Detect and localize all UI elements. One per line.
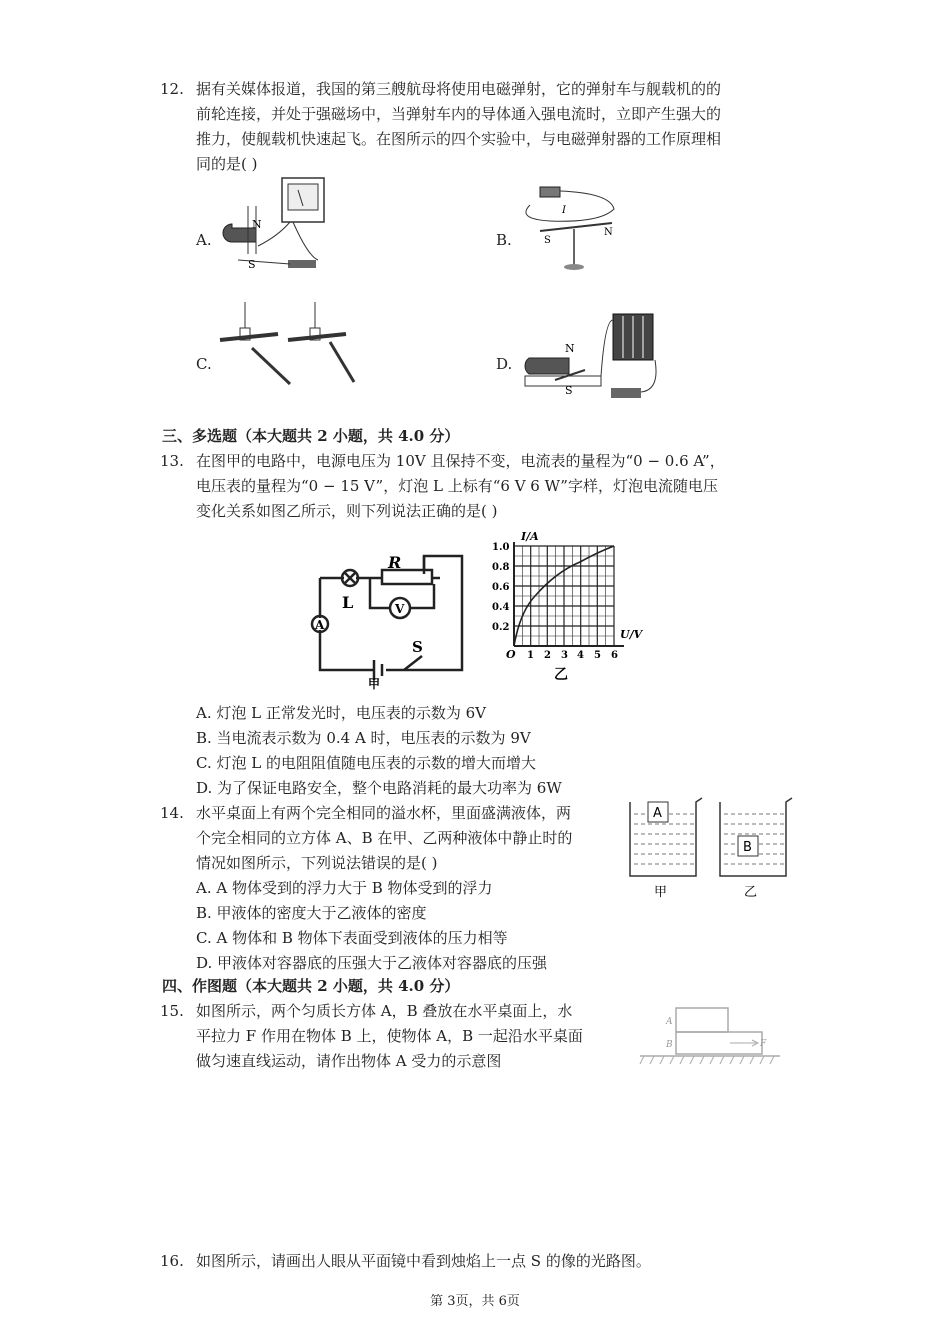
q13-graph-ytick-0.2: 0.2 <box>492 622 510 633</box>
q16-number: 16. <box>160 1252 184 1270</box>
q15-fig-a-label: A <box>666 1017 673 1027</box>
q12-line-1: 据有关媒体报道，我国的第三艘航母将使用电磁弹射，它的弹射车与舰载机的的 <box>196 80 722 98</box>
q13-circuit-l-label: L <box>342 593 354 612</box>
q13-graph-xtick-6: 6 <box>611 650 618 661</box>
q14-line-3: 情况如图所示，下列说法错误的是( ) <box>196 854 438 872</box>
q12-fig-d-s-label: S <box>565 384 573 397</box>
q14-option-c: C. A 物体和 B 物体下表面受到液体的压力相等 <box>196 929 508 947</box>
q13-line-2: 电压表的量程为“0 − 15 V”，灯泡 L 上标有“6 V 6 W”字样，灯泡电流随电压 <box>196 477 718 495</box>
q14-caption-yi: 乙 <box>744 885 758 900</box>
q13-graph-ytick-1.0: 1.0 <box>492 542 510 553</box>
q13-circuit-voltmeter-label: V <box>395 602 405 616</box>
q12-option-a: A. <box>196 231 212 249</box>
q12-fig-b-current-label: I <box>562 205 566 216</box>
q13-option-a: A. 灯泡 L 正常发光时，电压表的示数为 6V <box>196 704 487 722</box>
q15-number: 15. <box>160 1002 184 1020</box>
q15-fig-b-label: B <box>666 1040 673 1050</box>
q13-option-b: B. 当电流表示数为 0.4 A 时，电压表的示数为 9V <box>196 729 531 747</box>
q13-graph-ytick-0.6: 0.6 <box>492 582 510 593</box>
q12-fig-a-s-label: S <box>248 258 256 271</box>
q13-circuit-ammeter-label: A <box>315 618 325 632</box>
q12-figure-b <box>520 185 630 275</box>
q13-iu-graph <box>490 528 660 688</box>
q12-fig-d-n-label: N <box>565 342 575 355</box>
q12-figure-d <box>515 310 665 402</box>
page-footer: 第 3页，共 6页 <box>430 1294 520 1309</box>
q13-graph-xtick-5: 5 <box>594 650 601 661</box>
q13-circuit-diagram <box>300 548 470 691</box>
q13-graph-xtick-3: 3 <box>561 650 568 661</box>
q14-overflow-cups-figure <box>628 800 798 905</box>
q13-graph-y-axis-label: I/A <box>521 530 539 543</box>
q15-line-3: 做匀速直线运动，请作出物体 A 受力的示意图 <box>196 1052 502 1070</box>
q13-graph-ytick-0.8: 0.8 <box>492 562 510 573</box>
q14-caption-jia: 甲 <box>654 885 668 900</box>
q12-option-d: D. <box>496 355 513 373</box>
q14-block-a-label: A <box>653 806 662 821</box>
q13-line-1: 在图甲的电路中，电源电压为 10V 且保持不变，电流表的量程为“0 − 0.6 A”， <box>196 452 725 470</box>
q13-number: 13. <box>160 452 184 470</box>
q13-circuit-r-label: R <box>388 553 402 572</box>
q12-fig-b-s-label: S <box>544 235 551 246</box>
q15-line-1: 如图所示，两个匀质长方体 A，B 叠放在水平桌面上，水 <box>196 1002 573 1020</box>
q12-figure-c <box>218 300 378 400</box>
q12-figure-a <box>218 176 338 276</box>
q12-number: 12. <box>160 80 184 98</box>
q12-line-3: 推力，使舰载机快速起飞。在图所示的四个实验中，与电磁弹射器的工作原理相 <box>196 130 722 148</box>
q15-line-2: 平拉力 F 作用在物体 B 上，使物体 A，B 一起沿水平桌面 <box>196 1027 583 1045</box>
q13-graph-origin-label: O <box>506 648 516 661</box>
q12-fig-a-n-label: N <box>252 218 262 231</box>
q13-circuit-caption: 甲 <box>368 677 381 691</box>
section-3-heading: 三、多选题（本大题共 2 小题，共 4.0 分） <box>162 427 460 445</box>
q14-option-b: B. 甲液体的密度大于乙液体的密度 <box>196 904 427 922</box>
q13-option-d: D. 为了保证电路安全，整个电路消耗的最大功率为 6W <box>196 779 562 797</box>
q14-number: 14. <box>160 804 184 822</box>
q14-option-d: D. 甲液体对容器底的压强大于乙液体对容器底的压强 <box>196 954 548 972</box>
q12-line-2: 前轮连接，并处于强磁场中，当弹射车内的导体通入强电流时，立即产生强大的 <box>196 105 722 123</box>
q13-graph-ytick-0.4: 0.4 <box>492 602 510 613</box>
q13-line-3: 变化关系如图乙所示，则下列说法正确的是( ) <box>196 502 498 520</box>
q14-line-1: 水平桌面上有两个完全相同的溢水杯，里面盛满液体，两 <box>196 804 572 822</box>
q13-graph-x-axis-label: U/V <box>620 628 643 641</box>
q12-option-b: B. <box>496 231 512 249</box>
q14-option-a: A. A 物体受到的浮力大于 B 物体受到的浮力 <box>196 879 493 897</box>
q13-graph-xtick-1: 1 <box>527 650 534 661</box>
q12-fig-b-n-label: N <box>604 227 613 238</box>
q13-graph-xtick-2: 2 <box>544 650 551 661</box>
q13-graph-xtick-4: 4 <box>577 650 584 661</box>
q13-circuit-switch-label: S <box>412 638 423 656</box>
q12-option-c: C. <box>196 355 212 373</box>
q15-fig-f-label: F <box>760 1039 767 1049</box>
q14-block-b-label: B <box>743 840 752 855</box>
q13-graph-caption: 乙 <box>554 667 568 683</box>
q15-blocks-figure <box>640 1000 780 1072</box>
q16-line-1: 如图所示，请画出人眼从平面镜中看到烛焰上一点 S 的像的光路图。 <box>196 1252 651 1270</box>
section-4-heading: 四、作图题（本大题共 2 小题，共 4.0 分） <box>162 977 460 995</box>
q14-line-2: 个完全相同的立方体 A、B 在甲、乙两种液体中静止时的 <box>196 829 573 847</box>
q13-option-c: C. 灯泡 L 的电阻阻值随电压表的示数的增大而增大 <box>196 754 536 772</box>
q12-line-4: 同的是( ) <box>196 155 258 173</box>
